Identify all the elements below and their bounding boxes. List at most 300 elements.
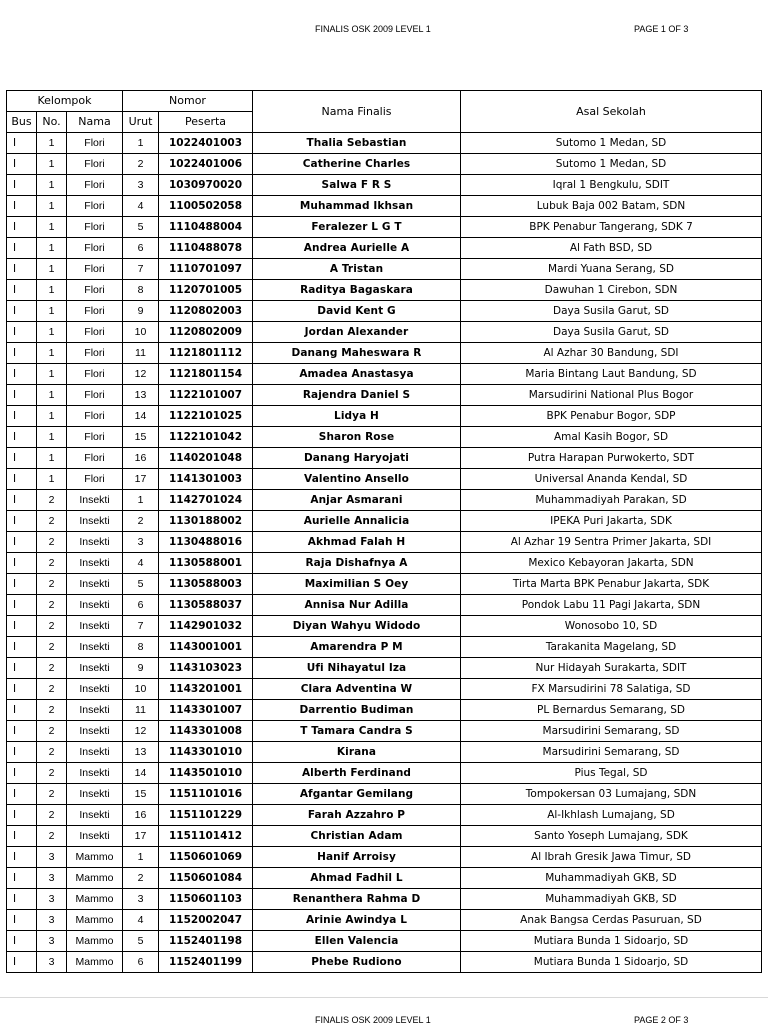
cell-bus: I — [7, 343, 37, 364]
cell-urut: 14 — [123, 406, 159, 427]
cell-no: 1 — [37, 133, 67, 154]
cell-nama-finalis: Muhammad Ikhsan — [253, 196, 461, 217]
cell-nomor-peserta: 1120802009 — [159, 322, 253, 343]
cell-nama-finalis: Feralezer L G T — [253, 217, 461, 238]
page-header — [0, 22, 768, 38]
cell-bus: I — [7, 952, 37, 973]
cell-nama-kelompok: Insekti — [67, 763, 123, 784]
cell-asal-sekolah: Tarakanita Magelang, SD — [461, 637, 762, 658]
cell-bus: I — [7, 826, 37, 847]
cell-nomor-peserta: 1151101412 — [159, 826, 253, 847]
cell-urut: 11 — [123, 700, 159, 721]
next-page-number: PAGE 2 OF 3 — [634, 1015, 689, 1025]
cell-bus: I — [7, 511, 37, 532]
cell-nama-finalis: Clara Adventina W — [253, 679, 461, 700]
table-row — [7, 196, 762, 217]
cell-no: 1 — [37, 175, 67, 196]
cell-nama-finalis: Raja Dishafnya A — [253, 553, 461, 574]
cell-nama-kelompok: Flori — [67, 217, 123, 238]
cell-nama-kelompok: Flori — [67, 301, 123, 322]
cell-bus: I — [7, 637, 37, 658]
cell-urut: 15 — [123, 427, 159, 448]
cell-urut: 13 — [123, 385, 159, 406]
finalis-table — [6, 90, 762, 973]
cell-urut: 5 — [123, 217, 159, 238]
cell-nomor-peserta: 1143201001 — [159, 679, 253, 700]
table-body — [7, 133, 762, 973]
cell-nama-kelompok: Flori — [67, 322, 123, 343]
header-asal-sekolah: Asal Sekolah — [461, 91, 762, 133]
cell-urut: 4 — [123, 910, 159, 931]
cell-urut: 15 — [123, 784, 159, 805]
cell-nomor-peserta: 1150601084 — [159, 868, 253, 889]
cell-bus: I — [7, 532, 37, 553]
cell-asal-sekolah: Maria Bintang Laut Bandung, SD — [461, 364, 762, 385]
cell-urut: 8 — [123, 280, 159, 301]
cell-no: 2 — [37, 721, 67, 742]
cell-urut: 1 — [123, 133, 159, 154]
cell-nomor-peserta: 1120701005 — [159, 280, 253, 301]
cell-no: 2 — [37, 595, 67, 616]
cell-no: 1 — [37, 196, 67, 217]
cell-nama-finalis: Rajendra Daniel S — [253, 385, 461, 406]
cell-nama-finalis: Arinie Awindya L — [253, 910, 461, 931]
page-number: PAGE 1 OF 3 — [634, 24, 689, 34]
cell-nama-finalis: Amadea Anastasya — [253, 364, 461, 385]
cell-nomor-peserta: 1143501010 — [159, 763, 253, 784]
cell-urut: 4 — [123, 196, 159, 217]
cell-nomor-peserta: 1122101007 — [159, 385, 253, 406]
cell-nomor-peserta: 1140201048 — [159, 448, 253, 469]
cell-bus: I — [7, 805, 37, 826]
cell-urut: 16 — [123, 805, 159, 826]
cell-bus: I — [7, 679, 37, 700]
cell-nama-kelompok: Insekti — [67, 784, 123, 805]
table-row — [7, 742, 762, 763]
cell-asal-sekolah: Dawuhan 1 Cirebon, SDN — [461, 280, 762, 301]
cell-urut: 4 — [123, 553, 159, 574]
cell-bus: I — [7, 322, 37, 343]
cell-bus: I — [7, 133, 37, 154]
cell-nomor-peserta: 1130588003 — [159, 574, 253, 595]
cell-bus: I — [7, 616, 37, 637]
cell-asal-sekolah: Al Ibrah Gresik Jawa Timur, SD — [461, 847, 762, 868]
table-row — [7, 763, 762, 784]
cell-nomor-peserta: 1152401198 — [159, 931, 253, 952]
cell-nama-kelompok: Flori — [67, 280, 123, 301]
cell-asal-sekolah: Anak Bangsa Cerdas Pasuruan, SD — [461, 910, 762, 931]
cell-no: 1 — [37, 364, 67, 385]
cell-no: 2 — [37, 532, 67, 553]
cell-bus: I — [7, 259, 37, 280]
header-kelompok: Kelompok — [7, 91, 123, 112]
cell-no: 2 — [37, 511, 67, 532]
header-row-top — [7, 91, 762, 112]
cell-nama-kelompok: Flori — [67, 364, 123, 385]
cell-no: 3 — [37, 910, 67, 931]
cell-nama-kelompok: Mammo — [67, 952, 123, 973]
table-row — [7, 469, 762, 490]
cell-asal-sekolah: PL Bernardus Semarang, SD — [461, 700, 762, 721]
cell-nama-finalis: Afgantar Gemilang — [253, 784, 461, 805]
cell-nama-kelompok: Insekti — [67, 826, 123, 847]
table-row — [7, 910, 762, 931]
cell-urut: 11 — [123, 343, 159, 364]
table-row — [7, 574, 762, 595]
cell-no: 1 — [37, 385, 67, 406]
cell-urut: 3 — [123, 532, 159, 553]
cell-urut: 2 — [123, 868, 159, 889]
cell-bus: I — [7, 490, 37, 511]
cell-nama-kelompok: Insekti — [67, 721, 123, 742]
cell-nama-finalis: Ahmad Fadhil L — [253, 868, 461, 889]
table-row — [7, 658, 762, 679]
cell-no: 3 — [37, 868, 67, 889]
cell-nama-kelompok: Flori — [67, 406, 123, 427]
cell-bus: I — [7, 721, 37, 742]
cell-asal-sekolah: Al Azhar 19 Sentra Primer Jakarta, SDI — [461, 532, 762, 553]
header-nama: Nama — [67, 112, 123, 133]
cell-urut: 10 — [123, 322, 159, 343]
page-separator — [0, 997, 768, 998]
table-row — [7, 175, 762, 196]
header-nama-finalis: Nama Finalis — [253, 91, 461, 133]
cell-asal-sekolah: Daya Susila Garut, SD — [461, 322, 762, 343]
cell-nama-finalis: Jordan Alexander — [253, 322, 461, 343]
cell-nama-finalis: Danang Maheswara R — [253, 343, 461, 364]
cell-nama-finalis: Ufi Nihayatul Iza — [253, 658, 461, 679]
cell-no: 2 — [37, 553, 67, 574]
cell-nama-finalis: Aurielle Annalicia — [253, 511, 461, 532]
table-row — [7, 364, 762, 385]
cell-asal-sekolah: Nur Hidayah Surakarta, SDIT — [461, 658, 762, 679]
cell-bus: I — [7, 196, 37, 217]
cell-urut: 3 — [123, 175, 159, 196]
table-row — [7, 889, 762, 910]
cell-urut: 9 — [123, 658, 159, 679]
cell-nomor-peserta: 1142701024 — [159, 490, 253, 511]
table-row — [7, 721, 762, 742]
cell-nama-kelompok: Mammo — [67, 910, 123, 931]
cell-nama-finalis: Lidya H — [253, 406, 461, 427]
cell-urut: 7 — [123, 616, 159, 637]
table-row — [7, 637, 762, 658]
cell-no: 2 — [37, 637, 67, 658]
header-bus: Bus — [7, 112, 37, 133]
cell-no: 3 — [37, 847, 67, 868]
cell-no: 2 — [37, 679, 67, 700]
cell-bus: I — [7, 847, 37, 868]
cell-nama-kelompok: Insekti — [67, 679, 123, 700]
cell-urut: 6 — [123, 952, 159, 973]
cell-nama-kelompok: Mammo — [67, 931, 123, 952]
cell-asal-sekolah: IPEKA Puri Jakarta, SDK — [461, 511, 762, 532]
cell-nomor-peserta: 1130188002 — [159, 511, 253, 532]
cell-asal-sekolah: Tompokersan 03 Lumajang, SDN — [461, 784, 762, 805]
table-row — [7, 301, 762, 322]
cell-urut: 9 — [123, 301, 159, 322]
cell-bus: I — [7, 154, 37, 175]
cell-nama-finalis: A Tristan — [253, 259, 461, 280]
cell-urut: 1 — [123, 490, 159, 511]
cell-nama-finalis: Darrentio Budiman — [253, 700, 461, 721]
cell-nama-kelompok: Insekti — [67, 616, 123, 637]
cell-no: 3 — [37, 889, 67, 910]
cell-nama-kelompok: Flori — [67, 385, 123, 406]
cell-bus: I — [7, 280, 37, 301]
table-row — [7, 322, 762, 343]
table-row — [7, 259, 762, 280]
cell-nama-kelompok: Insekti — [67, 700, 123, 721]
cell-nama-kelompok: Flori — [67, 154, 123, 175]
header-peserta: Peserta — [159, 112, 253, 133]
table-row — [7, 280, 762, 301]
cell-asal-sekolah: Marsudirini Semarang, SD — [461, 742, 762, 763]
cell-nomor-peserta: 1151101016 — [159, 784, 253, 805]
cell-urut: 5 — [123, 931, 159, 952]
cell-nomor-peserta: 1143103023 — [159, 658, 253, 679]
cell-asal-sekolah: Mutiara Bunda 1 Sidoarjo, SD — [461, 952, 762, 973]
table-row — [7, 490, 762, 511]
header-nomor: Nomor — [123, 91, 253, 112]
header-urut: Urut — [123, 112, 159, 133]
cell-nama-finalis: Alberth Ferdinand — [253, 763, 461, 784]
cell-nomor-peserta: 1143301007 — [159, 700, 253, 721]
cell-bus: I — [7, 910, 37, 931]
cell-no: 1 — [37, 259, 67, 280]
cell-urut: 17 — [123, 826, 159, 847]
cell-no: 2 — [37, 490, 67, 511]
cell-bus: I — [7, 763, 37, 784]
cell-nomor-peserta: 1122101025 — [159, 406, 253, 427]
cell-asal-sekolah: Wonosobo 10, SD — [461, 616, 762, 637]
cell-asal-sekolah: Sutomo 1 Medan, SD — [461, 154, 762, 175]
cell-nama-finalis: Valentino Ansello — [253, 469, 461, 490]
cell-nomor-peserta: 1152002047 — [159, 910, 253, 931]
cell-urut: 14 — [123, 763, 159, 784]
cell-nomor-peserta: 1130488016 — [159, 532, 253, 553]
table-row — [7, 616, 762, 637]
cell-no: 1 — [37, 427, 67, 448]
table-row — [7, 847, 762, 868]
cell-nomor-peserta: 1143301008 — [159, 721, 253, 742]
cell-asal-sekolah: Mardi Yuana Serang, SD — [461, 259, 762, 280]
cell-nama-kelompok: Mammo — [67, 889, 123, 910]
cell-urut: 5 — [123, 574, 159, 595]
cell-bus: I — [7, 889, 37, 910]
cell-no: 2 — [37, 700, 67, 721]
cell-asal-sekolah: Muhammadiyah Parakan, SD — [461, 490, 762, 511]
table-row — [7, 553, 762, 574]
cell-nomor-peserta: 1110488004 — [159, 217, 253, 238]
cell-bus: I — [7, 931, 37, 952]
cell-nama-kelompok: Insekti — [67, 511, 123, 532]
table-row — [7, 406, 762, 427]
cell-no: 2 — [37, 574, 67, 595]
table-row — [7, 679, 762, 700]
table-row — [7, 805, 762, 826]
cell-nomor-peserta: 1150601103 — [159, 889, 253, 910]
cell-asal-sekolah: Al-Ikhlash Lumajang, SD — [461, 805, 762, 826]
cell-bus: I — [7, 175, 37, 196]
cell-no: 2 — [37, 763, 67, 784]
table-row — [7, 427, 762, 448]
cell-no: 2 — [37, 616, 67, 637]
cell-nomor-peserta: 1152401199 — [159, 952, 253, 973]
cell-nama-kelompok: Insekti — [67, 532, 123, 553]
cell-nomor-peserta: 1130588001 — [159, 553, 253, 574]
cell-nama-finalis: Annisa Nur Adilla — [253, 595, 461, 616]
table-row — [7, 868, 762, 889]
cell-bus: I — [7, 658, 37, 679]
cell-nama-kelompok: Flori — [67, 196, 123, 217]
cell-nomor-peserta: 1120802003 — [159, 301, 253, 322]
cell-nama-kelompok: Flori — [67, 259, 123, 280]
cell-asal-sekolah: Iqral 1 Bengkulu, SDIT — [461, 175, 762, 196]
cell-nomor-peserta: 1143301010 — [159, 742, 253, 763]
cell-bus: I — [7, 217, 37, 238]
cell-nomor-peserta: 1100502058 — [159, 196, 253, 217]
cell-bus: I — [7, 385, 37, 406]
cell-nama-finalis: Akhmad Falah H — [253, 532, 461, 553]
cell-no: 3 — [37, 931, 67, 952]
cell-nama-finalis: Sharon Rose — [253, 427, 461, 448]
cell-bus: I — [7, 700, 37, 721]
cell-asal-sekolah: Santo Yoseph Lumajang, SDK — [461, 826, 762, 847]
cell-no: 2 — [37, 826, 67, 847]
cell-asal-sekolah: Mexico Kebayoran Jakarta, SDN — [461, 553, 762, 574]
table-row — [7, 826, 762, 847]
cell-urut: 12 — [123, 364, 159, 385]
cell-no: 1 — [37, 280, 67, 301]
cell-asal-sekolah: Universal Ananda Kendal, SD — [461, 469, 762, 490]
cell-nama-finalis: Ellen Valencia — [253, 931, 461, 952]
cell-asal-sekolah: Muhammadiyah GKB, SD — [461, 868, 762, 889]
cell-asal-sekolah: Lubuk Baja 002 Batam, SDN — [461, 196, 762, 217]
table-row — [7, 784, 762, 805]
cell-asal-sekolah: Muhammadiyah GKB, SD — [461, 889, 762, 910]
cell-nama-kelompok: Mammo — [67, 868, 123, 889]
cell-nama-finalis: Danang Haryojati — [253, 448, 461, 469]
cell-nama-finalis: Christian Adam — [253, 826, 461, 847]
table-row — [7, 595, 762, 616]
cell-urut: 2 — [123, 511, 159, 532]
cell-bus: I — [7, 553, 37, 574]
cell-nomor-peserta: 1130588037 — [159, 595, 253, 616]
cell-asal-sekolah: Marsudirini Semarang, SD — [461, 721, 762, 742]
cell-asal-sekolah: Pondok Labu 11 Pagi Jakarta, SDN — [461, 595, 762, 616]
cell-nama-finalis: Maximilian S Oey — [253, 574, 461, 595]
cell-bus: I — [7, 406, 37, 427]
cell-nama-finalis: Farah Azzahro P — [253, 805, 461, 826]
cell-nama-finalis: Diyan Wahyu Widodo — [253, 616, 461, 637]
cell-asal-sekolah: Daya Susila Garut, SD — [461, 301, 762, 322]
cell-urut: 16 — [123, 448, 159, 469]
cell-nama-finalis: Salwa F R S — [253, 175, 461, 196]
cell-bus: I — [7, 448, 37, 469]
cell-bus: I — [7, 427, 37, 448]
cell-nama-kelompok: Insekti — [67, 658, 123, 679]
cell-asal-sekolah: Amal Kasih Bogor, SD — [461, 427, 762, 448]
cell-no: 2 — [37, 784, 67, 805]
cell-asal-sekolah: Al Azhar 30 Bandung, SDI — [461, 343, 762, 364]
cell-urut: 17 — [123, 469, 159, 490]
cell-nama-finalis: Phebe Rudiono — [253, 952, 461, 973]
next-page-title: FINALIS OSK 2009 LEVEL 1 — [315, 1015, 431, 1025]
cell-nama-kelompok: Flori — [67, 427, 123, 448]
cell-nama-kelompok: Flori — [67, 343, 123, 364]
cell-no: 3 — [37, 952, 67, 973]
cell-nama-finalis: Anjar Asmarani — [253, 490, 461, 511]
cell-no: 1 — [37, 469, 67, 490]
cell-no: 1 — [37, 301, 67, 322]
cell-no: 1 — [37, 322, 67, 343]
cell-nomor-peserta: 1143001001 — [159, 637, 253, 658]
cell-bus: I — [7, 868, 37, 889]
cell-asal-sekolah: Tirta Marta BPK Penabur Jakarta, SDK — [461, 574, 762, 595]
cell-nomor-peserta: 1121801112 — [159, 343, 253, 364]
cell-urut: 7 — [123, 259, 159, 280]
cell-nama-kelompok: Flori — [67, 175, 123, 196]
cell-nama-kelompok: Insekti — [67, 595, 123, 616]
cell-no: 2 — [37, 742, 67, 763]
cell-no: 1 — [37, 343, 67, 364]
cell-asal-sekolah: BPK Penabur Bogor, SDP — [461, 406, 762, 427]
table-row — [7, 343, 762, 364]
cell-urut: 3 — [123, 889, 159, 910]
table-row — [7, 217, 762, 238]
cell-bus: I — [7, 301, 37, 322]
cell-nama-kelompok: Mammo — [67, 847, 123, 868]
table-row — [7, 511, 762, 532]
cell-nama-finalis: Catherine Charles — [253, 154, 461, 175]
cell-nomor-peserta: 1030970020 — [159, 175, 253, 196]
cell-nama-kelompok: Insekti — [67, 490, 123, 511]
cell-bus: I — [7, 742, 37, 763]
cell-bus: I — [7, 595, 37, 616]
cell-asal-sekolah: Al Fath BSD, SD — [461, 238, 762, 259]
cell-bus: I — [7, 574, 37, 595]
cell-asal-sekolah: Pius Tegal, SD — [461, 763, 762, 784]
cell-nama-finalis: T Tamara Candra S — [253, 721, 461, 742]
cell-nomor-peserta: 1121801154 — [159, 364, 253, 385]
cell-nomor-peserta: 1141301003 — [159, 469, 253, 490]
table-row — [7, 448, 762, 469]
cell-no: 2 — [37, 805, 67, 826]
cell-nama-finalis: Kirana — [253, 742, 461, 763]
cell-urut: 8 — [123, 637, 159, 658]
header-no: No. — [37, 112, 67, 133]
cell-no: 1 — [37, 217, 67, 238]
cell-no: 1 — [37, 406, 67, 427]
cell-nama-kelompok: Insekti — [67, 574, 123, 595]
cell-nomor-peserta: 1022401003 — [159, 133, 253, 154]
cell-nama-kelompok: Insekti — [67, 553, 123, 574]
cell-nomor-peserta: 1142901032 — [159, 616, 253, 637]
cell-nama-kelompok: Flori — [67, 469, 123, 490]
cell-nama-kelompok: Insekti — [67, 637, 123, 658]
cell-asal-sekolah: FX Marsudirini 78 Salatiga, SD — [461, 679, 762, 700]
cell-urut: 6 — [123, 595, 159, 616]
cell-nama-kelompok: Insekti — [67, 742, 123, 763]
cell-urut: 12 — [123, 721, 159, 742]
next-page-header — [0, 1015, 768, 1029]
cell-bus: I — [7, 238, 37, 259]
cell-nama-kelompok: Insekti — [67, 805, 123, 826]
cell-urut: 6 — [123, 238, 159, 259]
table-row — [7, 700, 762, 721]
cell-nama-finalis: David Kent G — [253, 301, 461, 322]
